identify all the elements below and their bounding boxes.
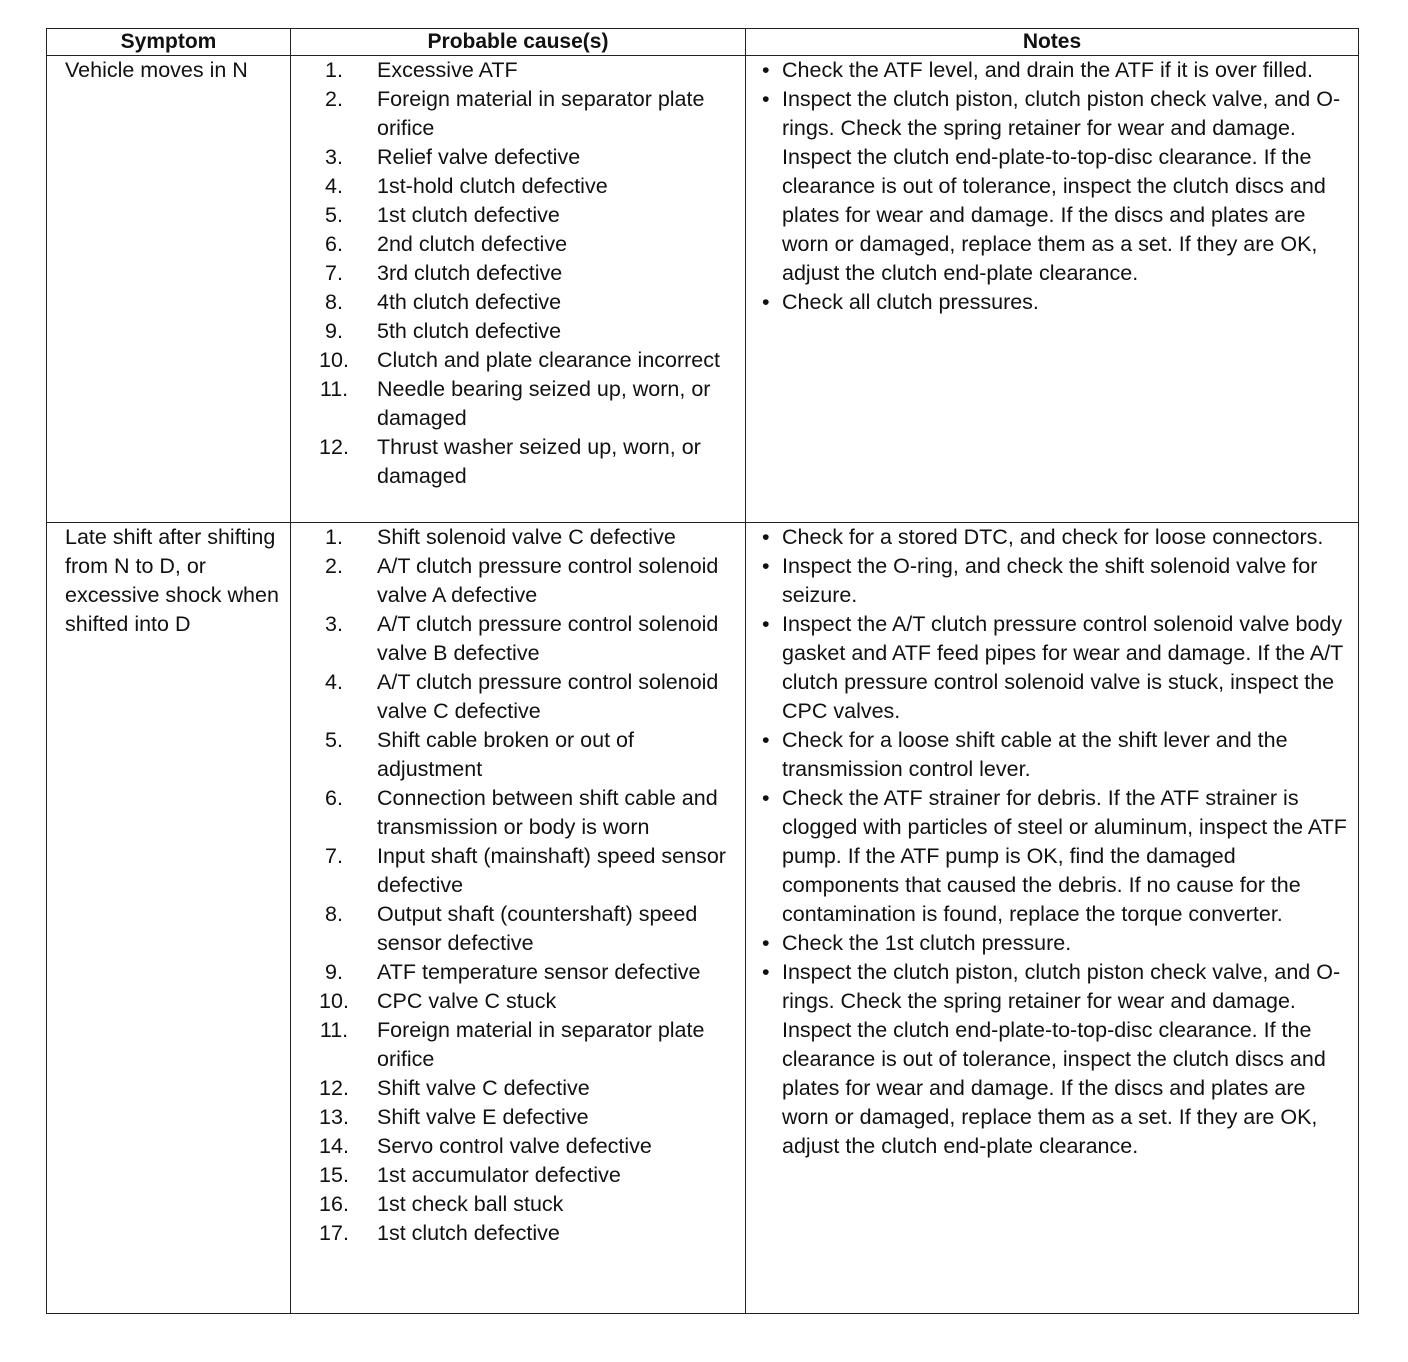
cause-text: CPC valve C stuck bbox=[377, 989, 557, 1013]
header-probable-causes: Probable cause(s) bbox=[291, 29, 746, 56]
bullet-icon: • bbox=[762, 58, 770, 82]
note-item bbox=[762, 85, 1348, 288]
cause-text: Shift cable broken or out of adjustment bbox=[377, 728, 634, 781]
cause-number: 6. bbox=[325, 786, 343, 810]
cause-text: A/T clutch pressure control solenoid valve B defective bbox=[377, 612, 719, 665]
cause-number: 12. bbox=[319, 435, 349, 459]
cause-text: Output shaft (countershaft) speed sensor defective bbox=[377, 902, 698, 955]
cause-text: Servo control valve defective bbox=[377, 1134, 652, 1158]
cause-text: 1st clutch defective bbox=[377, 203, 560, 227]
cause-number: 5. bbox=[325, 728, 343, 752]
cause-text: Needle bearing seized up, worn, or damaged bbox=[377, 377, 711, 430]
note-text: Check the ATF strainer for debris. If the ATF strainer is clogged with particles of steel or aluminum, inspect the ATF pump. If the ATF pump is OK, find the damaged components that caused the debris. If no cause for the contamination is found, replace the torque converter. bbox=[782, 786, 1347, 926]
cause-number: 13. bbox=[319, 1105, 349, 1129]
note-item bbox=[762, 523, 1348, 552]
cause-number: 4. bbox=[325, 174, 343, 198]
header-symptom: Symptom bbox=[47, 29, 291, 56]
cause-item bbox=[291, 433, 735, 491]
cause-item bbox=[291, 317, 735, 346]
cause-item bbox=[291, 288, 735, 317]
cause-text: Shift valve E defective bbox=[377, 1105, 589, 1129]
cause-text: Foreign material in separator plate orifice bbox=[377, 87, 705, 140]
troubleshooting-table bbox=[46, 28, 1359, 1314]
cause-text: Connection between shift cable and transmission or body is worn bbox=[377, 786, 718, 839]
cause-number: 1. bbox=[325, 525, 343, 549]
cause-text: 1st clutch defective bbox=[377, 1221, 560, 1245]
cause-item bbox=[291, 552, 735, 610]
cause-item bbox=[291, 610, 735, 668]
cause-text: Shift solenoid valve C defective bbox=[377, 525, 676, 549]
symptom-cell: Vehicle moves in N bbox=[47, 56, 291, 523]
note-item bbox=[762, 726, 1348, 784]
notes-cell bbox=[746, 56, 1359, 523]
cause-number: 7. bbox=[325, 844, 343, 868]
cause-text: A/T clutch pressure control solenoid valve A defective bbox=[377, 554, 719, 607]
cause-text: 5th clutch defective bbox=[377, 319, 562, 343]
cause-item bbox=[291, 1016, 735, 1074]
cause-number: 10. bbox=[319, 989, 349, 1013]
cause-item bbox=[291, 230, 735, 259]
note-text: Check all clutch pressures. bbox=[782, 290, 1039, 314]
cause-number: 14. bbox=[319, 1134, 349, 1158]
table-row bbox=[47, 523, 1359, 1314]
notes-cell bbox=[746, 523, 1359, 1314]
cause-text: Excessive ATF bbox=[377, 58, 518, 82]
note-text: Inspect the O-ring, and check the shift solenoid valve for seizure. bbox=[782, 554, 1318, 607]
cause-item bbox=[291, 1219, 735, 1248]
cause-text: 4th clutch defective bbox=[377, 290, 562, 314]
note-text: Check the 1st clutch pressure. bbox=[782, 931, 1072, 955]
cause-text: 1st accumulator defective bbox=[377, 1163, 621, 1187]
note-item bbox=[762, 958, 1348, 1161]
cause-text: ATF temperature sensor defective bbox=[377, 960, 701, 984]
cause-number: 3. bbox=[325, 145, 343, 169]
note-text: Check for a stored DTC, and check for loose connectors. bbox=[782, 525, 1324, 549]
cause-text: Input shaft (mainshaft) speed sensor defective bbox=[377, 844, 726, 897]
cause-text: 1st check ball stuck bbox=[377, 1192, 564, 1216]
cause-text: Thrust washer seized up, worn, or damaged bbox=[377, 435, 701, 488]
cause-item bbox=[291, 143, 735, 172]
cause-item bbox=[291, 1132, 735, 1161]
cause-text: Shift valve C defective bbox=[377, 1076, 590, 1100]
cause-item bbox=[291, 56, 735, 85]
note-item bbox=[762, 552, 1348, 610]
cause-item bbox=[291, 375, 735, 433]
bullet-icon: • bbox=[762, 290, 770, 314]
note-item bbox=[762, 784, 1348, 929]
cause-item bbox=[291, 259, 735, 288]
header-row bbox=[47, 29, 1359, 56]
cause-item bbox=[291, 1190, 735, 1219]
cause-number: 9. bbox=[325, 319, 343, 343]
cause-number: 5. bbox=[325, 203, 343, 227]
cause-item bbox=[291, 726, 735, 784]
cause-number: 10. bbox=[319, 348, 349, 372]
note-item bbox=[762, 929, 1348, 958]
cause-item bbox=[291, 172, 735, 201]
symptom-cell: Late shift after shifting from N to D, or excessive shock when shifted into D bbox=[47, 523, 291, 1314]
cause-text: 2nd clutch defective bbox=[377, 232, 568, 256]
cause-number: 8. bbox=[325, 290, 343, 314]
bullet-icon: • bbox=[762, 931, 770, 955]
cause-text: 1st-hold clutch defective bbox=[377, 174, 608, 198]
cause-number: 1. bbox=[325, 58, 343, 82]
cause-number: 2. bbox=[325, 554, 343, 578]
cause-text: A/T clutch pressure control solenoid valve C defective bbox=[377, 670, 719, 723]
cause-number: 9. bbox=[325, 960, 343, 984]
cause-item bbox=[291, 958, 735, 987]
table-row bbox=[47, 56, 1359, 523]
cause-item bbox=[291, 900, 735, 958]
cause-number: 12. bbox=[319, 1076, 349, 1100]
bullet-icon: • bbox=[762, 960, 770, 984]
cause-item bbox=[291, 987, 735, 1016]
note-item bbox=[762, 56, 1348, 85]
note-text: Inspect the A/T clutch pressure control solenoid valve body gasket and ATF feed pipes for wear and damage. If the A/T clutch pressure control solenoid valve is stuck, inspect the CPC valves. bbox=[782, 612, 1343, 723]
note-item bbox=[762, 288, 1348, 317]
cause-number: 15. bbox=[319, 1163, 349, 1187]
note-text: Inspect the clutch piston, clutch piston check valve, and O-rings. Check the spring retainer for wear and damage. Inspect the clutch end-plate-to-top-disc clearance. If the clearance is out of tolerance, inspect the clutch discs and plates for wear and damage. If the discs and plates are worn or damaged, replace them as a set. If they are OK, adjust the clutch end-plate clearance. bbox=[782, 87, 1341, 285]
causes-cell bbox=[291, 523, 746, 1314]
note-item bbox=[762, 610, 1348, 726]
cause-item bbox=[291, 842, 735, 900]
cause-item bbox=[291, 1103, 735, 1132]
cause-number: 8. bbox=[325, 902, 343, 926]
cause-number: 16. bbox=[319, 1192, 349, 1216]
cause-item bbox=[291, 85, 735, 143]
cause-text: 3rd clutch defective bbox=[377, 261, 563, 285]
cause-text: Foreign material in separator plate orifice bbox=[377, 1018, 705, 1071]
cause-number: 11. bbox=[319, 1018, 349, 1042]
bullet-icon: • bbox=[762, 786, 770, 810]
cause-number: 17. bbox=[319, 1221, 349, 1245]
cause-text: Clutch and plate clearance incorrect bbox=[377, 348, 720, 372]
cause-item bbox=[291, 784, 735, 842]
cause-item bbox=[291, 201, 735, 230]
bullet-icon: • bbox=[762, 612, 770, 636]
cause-item bbox=[291, 523, 735, 552]
cause-item bbox=[291, 346, 735, 375]
cause-number: 3. bbox=[325, 612, 343, 636]
cause-number: 6. bbox=[325, 232, 343, 256]
note-text: Check the ATF level, and drain the ATF if it is over filled. bbox=[782, 58, 1313, 82]
note-text: Inspect the clutch piston, clutch piston check valve, and O-rings. Check the spring retainer for wear and damage. Inspect the clutch end-plate-to-top-disc clearance. If the clearance is out of tolerance, inspect the clutch discs and plates for wear and damage. If the discs and plates are worn or damaged, replace them as a set. If they are OK, adjust the clutch end-plate clearance. bbox=[782, 960, 1341, 1158]
cause-item bbox=[291, 668, 735, 726]
bullet-icon: • bbox=[762, 525, 770, 549]
note-text: Check for a loose shift cable at the shift lever and the transmission control lever. bbox=[782, 728, 1288, 781]
bullet-icon: • bbox=[762, 554, 770, 578]
bullet-icon: • bbox=[762, 728, 770, 752]
cause-number: 2. bbox=[325, 87, 343, 111]
cause-text: Relief valve defective bbox=[377, 145, 581, 169]
cause-item bbox=[291, 1161, 735, 1190]
cause-number: 11. bbox=[319, 377, 349, 401]
cause-number: 4. bbox=[325, 670, 343, 694]
bullet-icon: • bbox=[762, 87, 770, 111]
header-notes: Notes bbox=[746, 29, 1359, 56]
cause-item bbox=[291, 1074, 735, 1103]
cause-number: 7. bbox=[325, 261, 343, 285]
causes-cell bbox=[291, 56, 746, 523]
